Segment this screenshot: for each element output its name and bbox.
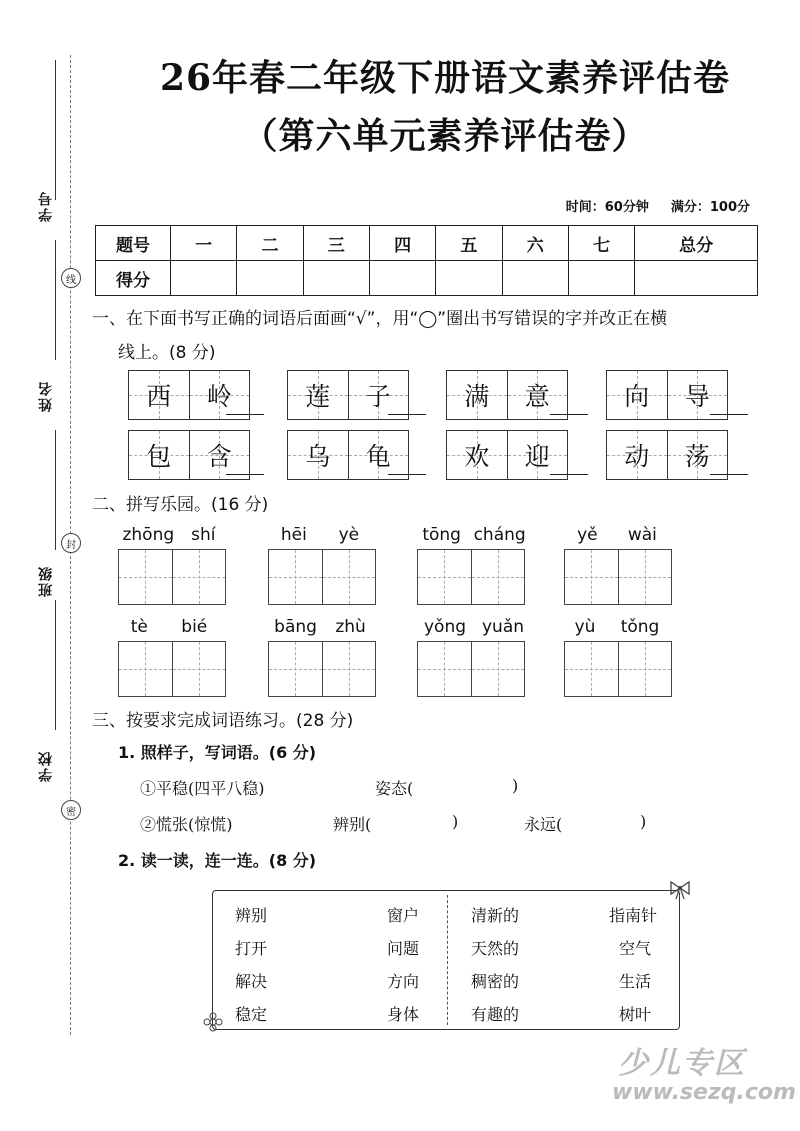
score-table-header-cell: 七 — [568, 226, 634, 261]
writing-grid[interactable] — [417, 641, 525, 697]
pinyin-prompt: yù tǒng — [574, 617, 660, 637]
word-box — [606, 370, 728, 420]
score-info: 满分：100分 — [670, 200, 750, 215]
match-word[interactable]: 窗户 — [387, 906, 420, 925]
writing-grid[interactable] — [564, 549, 672, 605]
match-word[interactable]: 有趣的 — [471, 1005, 520, 1024]
word-char: 子 — [365, 382, 391, 411]
word-box — [446, 370, 568, 420]
name-label: 姓名 — [38, 380, 54, 412]
q1-answer-slot[interactable] — [430, 776, 508, 796]
word-char: 意 — [524, 382, 550, 411]
seal-secret-mark: 密 — [61, 800, 81, 820]
answer-blank[interactable] — [226, 474, 264, 475]
writing-grid[interactable] — [417, 549, 525, 605]
matching-divider — [447, 895, 448, 1025]
word-char: 莲 — [305, 382, 331, 411]
word-char: 包 — [146, 442, 172, 471]
word-box — [287, 370, 409, 420]
q1-item-close: ) — [640, 812, 647, 831]
word-char: 迎 — [524, 442, 550, 471]
section3-heading: 三、按要求完成词语练习。(28 分) — [92, 711, 354, 731]
matching-box — [212, 890, 680, 1030]
q1-heading: 1. 照样子，写词语。(6 分) — [118, 743, 317, 762]
seal-line-mark: 线 — [61, 268, 81, 288]
class-rule — [55, 430, 56, 550]
match-word[interactable]: 稳定 — [235, 1005, 268, 1024]
pinyin-prompt: tōng cháng — [422, 525, 526, 545]
score-cell[interactable] — [502, 261, 568, 296]
word-box — [128, 430, 250, 480]
match-word[interactable]: 问题 — [387, 939, 420, 958]
match-word[interactable]: 方向 — [387, 972, 420, 991]
student-id-label: 学号 — [38, 190, 54, 222]
flower-decoration-icon — [203, 1012, 223, 1036]
score-cell[interactable] — [568, 261, 634, 296]
score-table-header-cell: 题号 — [96, 226, 171, 261]
match-word[interactable]: 稠密的 — [471, 972, 520, 991]
word-char: 含 — [206, 442, 232, 471]
word-char: 满 — [464, 382, 490, 411]
page-title: 26年春二年级下册语文素养评估卷 — [159, 57, 731, 99]
match-word[interactable]: 清新的 — [471, 906, 520, 925]
score-table — [95, 225, 758, 296]
score-table-header-cell: 二 — [237, 226, 303, 261]
match-word[interactable]: 打开 — [235, 939, 268, 958]
match-word[interactable]: 身体 — [387, 1005, 420, 1024]
score-table-header-cell: 总分 — [635, 226, 758, 261]
score-table-header-cell: 六 — [502, 226, 568, 261]
answer-blank[interactable] — [710, 474, 748, 475]
pinyin-prompt: yě wài — [577, 525, 657, 545]
answer-blank[interactable] — [388, 414, 426, 415]
score-table-header-cell: 四 — [369, 226, 435, 261]
writing-grid[interactable] — [564, 641, 672, 697]
match-word[interactable]: 树叶 — [619, 1005, 652, 1024]
score-cell[interactable] — [171, 261, 237, 296]
writing-grid[interactable] — [268, 549, 376, 605]
score-table-header-cell: 五 — [436, 226, 502, 261]
score-table-header-cell: 一 — [171, 226, 237, 261]
match-word[interactable]: 解决 — [235, 972, 268, 991]
answer-blank[interactable] — [710, 414, 748, 415]
match-word[interactable]: 空气 — [619, 939, 652, 958]
word-box — [287, 430, 409, 480]
seal-seal-mark: 封 — [61, 533, 81, 553]
word-char: 欢 — [464, 442, 490, 471]
page-subtitle: （第六单元素养评估卷） — [241, 115, 649, 157]
class-label: 班级 — [38, 565, 54, 597]
word-box — [446, 430, 568, 480]
word-char: 导 — [684, 382, 710, 411]
answer-blank[interactable] — [550, 474, 588, 475]
q1-item-close: ) — [512, 776, 519, 795]
pinyin-prompt: tè bié — [130, 617, 208, 637]
word-char: 荡 — [684, 442, 710, 471]
match-word[interactable]: 天然的 — [471, 939, 520, 958]
match-word[interactable]: 生活 — [619, 972, 652, 991]
q1-item-label: 辨别( — [333, 815, 372, 834]
school-label: 学校 — [38, 750, 54, 782]
score-cell[interactable] — [436, 261, 502, 296]
q1-item-label: 姿态( — [375, 779, 414, 798]
q1-item-label: 永远( — [524, 815, 563, 834]
score-cell[interactable] — [369, 261, 435, 296]
word-char: 西 — [146, 382, 172, 411]
answer-blank[interactable] — [226, 414, 264, 415]
watermark-logo: 少儿专区 — [618, 1046, 746, 1081]
q2-heading: 2. 读一读，连一连。(8 分) — [118, 851, 317, 870]
score-table-header-row — [96, 226, 758, 261]
word-char: 向 — [624, 382, 650, 411]
writing-grid[interactable] — [118, 549, 226, 605]
time-info: 时间：60分钟 — [565, 200, 649, 215]
q1-example: ②慌张(惊慌) — [140, 815, 233, 834]
section1-heading: 一、在下面书写正确的词语后面画“√”，用“◯”圈出书写错误的字并改正在横 — [92, 309, 668, 329]
pinyin-prompt: zhōng shí — [122, 525, 216, 545]
pinyin-prompt: hēi yè — [280, 525, 360, 545]
word-char: 龟 — [365, 442, 391, 471]
word-box — [128, 370, 250, 420]
q1-answer-slot[interactable] — [578, 812, 636, 832]
student-id-rule — [55, 60, 56, 200]
score-row-label: 得分 — [96, 261, 171, 296]
score-cell[interactable] — [237, 261, 303, 296]
name-rule — [55, 240, 56, 360]
section2-heading: 二、拼写乐园。(16 分) — [92, 495, 269, 515]
pinyin-prompt: bāng zhù — [274, 617, 366, 637]
answer-blank[interactable] — [388, 474, 426, 475]
q1-item-close: ) — [452, 812, 459, 831]
writing-grid[interactable] — [118, 641, 226, 697]
word-char: 动 — [624, 442, 650, 471]
school-rule — [55, 600, 56, 730]
watermark-url: www.sezq.com — [612, 1080, 796, 1105]
writing-grid[interactable] — [268, 641, 376, 697]
word-char: 乌 — [305, 442, 331, 471]
match-word[interactable]: 指南针 — [609, 906, 658, 925]
exam-meta — [566, 196, 750, 215]
score-cell[interactable] — [303, 261, 369, 296]
score-cell[interactable] — [635, 261, 758, 296]
score-table-header-cell: 三 — [303, 226, 369, 261]
word-char: 岭 — [206, 382, 232, 411]
score-table-score-row — [96, 261, 758, 296]
word-box — [606, 430, 728, 480]
answer-blank[interactable] — [550, 414, 588, 415]
q1-answer-slot[interactable] — [388, 812, 448, 832]
match-word[interactable]: 辨别 — [235, 906, 268, 925]
pinyin-prompt: yǒng yuǎn — [423, 617, 525, 637]
q1-example: ①平稳(四平八稳) — [140, 779, 265, 798]
bow-decoration-icon — [668, 880, 692, 905]
section1-heading-cont: 线上。(8 分) — [118, 343, 216, 363]
